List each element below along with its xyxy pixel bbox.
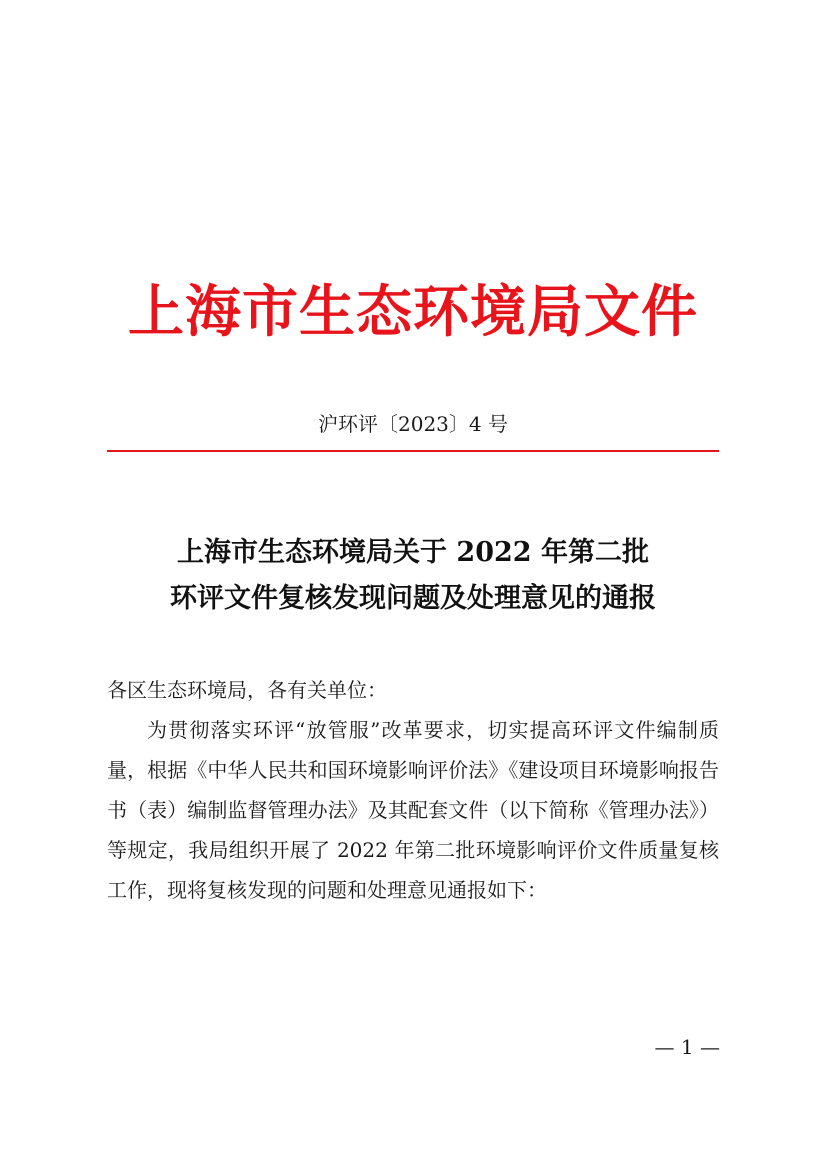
body-paragraph: 为贯彻落实环评“放管服”改革要求，切实提高环评文件编制质量，根据《中华人民共和国环境影响评价法》《建设项目环境影响报告书（表）编制监督管理办法》及其配套文件（以下简称《管理办法》）等规定，我局组织开展了 2022 年第二批环境影响评价文件质量复核工作，现将复核发现的问题和处理意见通报如下： <box>107 718 719 902</box>
notice-title-line-2: 环评文件复核发现问题及处理意见的通报 <box>170 583 656 614</box>
document-body <box>107 670 719 910</box>
salutation: 各区生态环境局，各有关单位： <box>107 678 387 702</box>
document-header-title: 上海市生态环境局文件 <box>128 279 698 345</box>
header-divider <box>107 450 719 452</box>
notice-title <box>0 530 826 622</box>
document-number: 沪环评〔2023〕4 号 <box>318 412 508 436</box>
page-number: — 1 — <box>654 1035 720 1059</box>
notice-title-line-1: 上海市生态环境局关于 2022 年第二批 <box>177 537 649 568</box>
